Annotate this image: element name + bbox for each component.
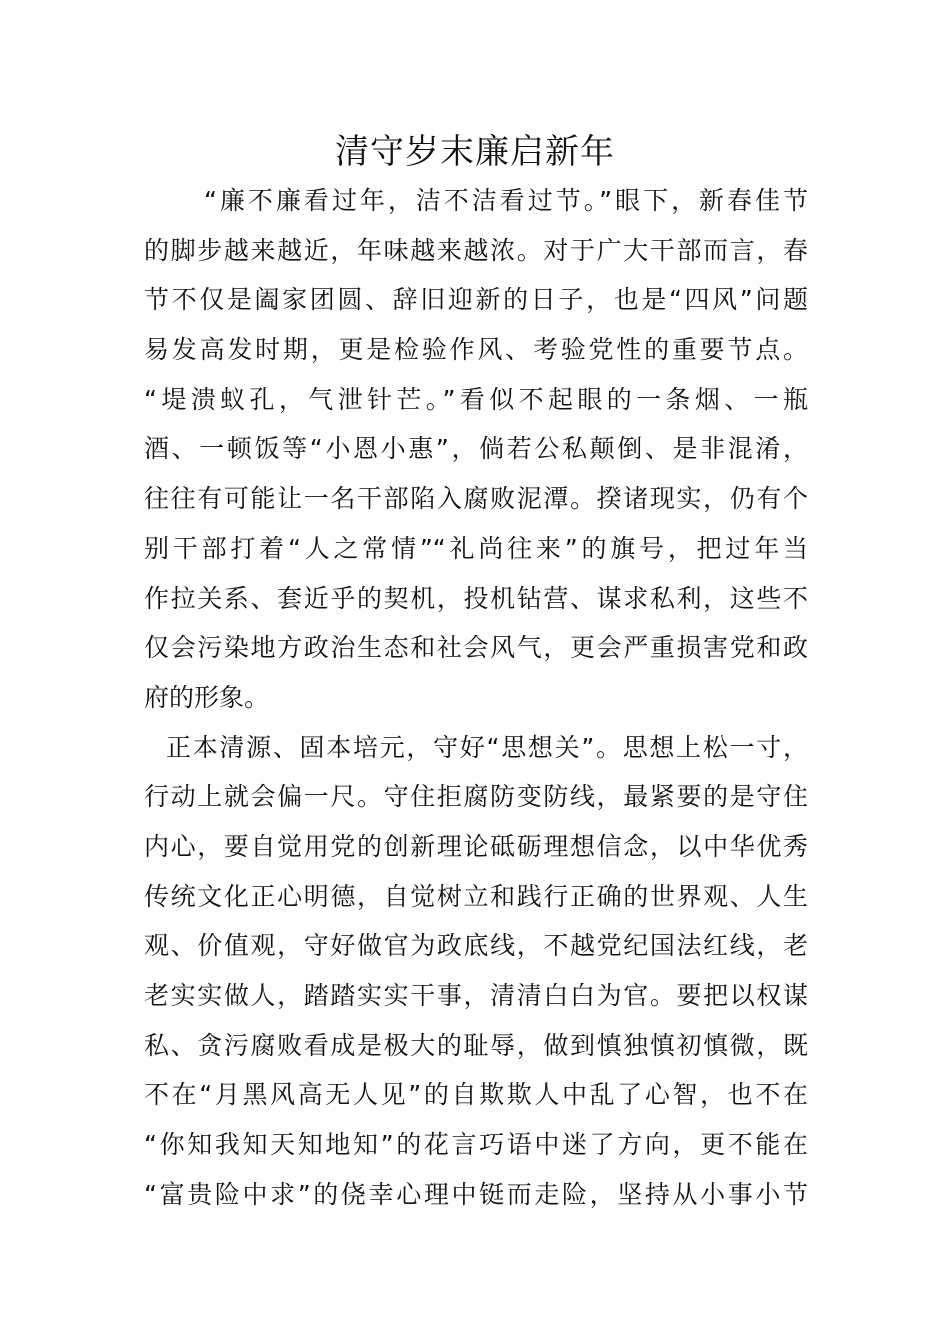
text-line: 易发高发时期，更是检验作风、考验党性的重要节点。: [144, 335, 808, 365]
text-line: “富贵险中求”的侥幸心理中铤而走险，坚持从小事小节: [144, 1179, 808, 1209]
text-line: 的脚步越来越近，年味越来越浓。对于广大干部而言，春: [144, 235, 808, 265]
text-line: 节不仅是阖家团圆、辞旧迎新的日子，也是“四风”问题: [144, 285, 808, 315]
text-line: 私、贪污腐败看成是极大的耻辱，做到慎独慎初慎微，既: [144, 1030, 808, 1060]
text-line: 别干部打着“人之常情”“礼尚往来”的旗号，把过年当: [144, 533, 808, 563]
text-line: 不在“月黑风高无人见”的自欺欺人中乱了心智，也不在: [144, 1080, 808, 1110]
text-line: 正本清源、固本培元，守好“思想关”。思想上松一寸，: [166, 732, 808, 762]
text-line: “廉不廉看过年，洁不洁看过节。”眼下，新春佳节: [204, 186, 808, 215]
text-line: 酒、一顿饭等“小恩小惠”，倘若公私颠倒、是非混淆，: [144, 434, 808, 464]
text-line: “你知我知天知地知”的花言巧语中迷了方向，更不能在: [144, 1130, 808, 1160]
text-line: 老实实做人，踏踏实实干事，清清白白为官。要把以权谋: [144, 981, 808, 1010]
document-body: [144, 176, 808, 1219]
text-line: 府的形象。: [144, 682, 270, 712]
text-line: 作拉关系、套近乎的契机，投机钻营、谋求私利，这些不: [144, 583, 808, 613]
text-line: 观、价值观，守好做官为政底线，不越党纪国法红线，老: [144, 931, 808, 961]
text-line: 行动上就会偏一尺。守住拒腐防变防线，最紧要的是守住: [144, 782, 808, 812]
document-title: 清守岁末廉启新年: [335, 132, 615, 172]
text-line: 传统文化正心明德，自觉树立和践行正确的世界观、人生: [144, 881, 808, 911]
text-line: 内心，要自觉用党的创新理论砥砺理想信念，以中华优秀: [144, 831, 808, 861]
text-line: 仅会污染地方政治生态和社会风气，更会严重损害党和政: [144, 633, 808, 663]
text-line: 往往有可能让一名干部陷入腐败泥潭。揆诸现实，仍有个: [144, 484, 808, 514]
text-line: “堤溃蚁孔，气泄针芒。”看似不起眼的一条烟、一瓶: [144, 384, 808, 414]
